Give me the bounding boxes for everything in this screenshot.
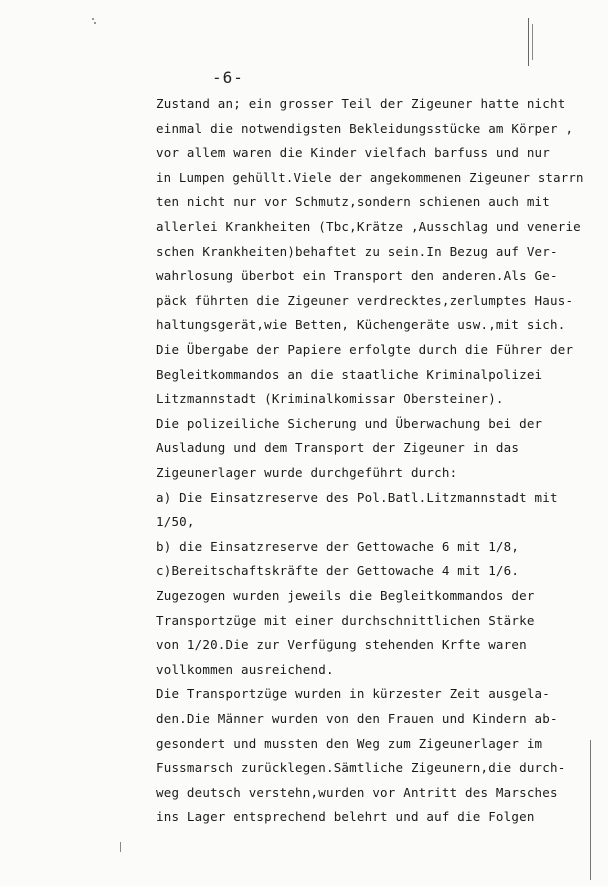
margin-mark	[532, 24, 533, 60]
text-line: weg deutsch verstehn,wurden vor Antritt des Marsches	[156, 784, 558, 800]
text-line: schen Krankheiten)behaftet zu sein.In Bezug auf Ver-	[156, 243, 558, 259]
text-line: 1/50,	[156, 514, 195, 530]
text-line: von 1/20.Die zur Verfügung stehenden Krfte waren	[156, 637, 527, 653]
text-line: Ausladung und dem Transport der Zigeuner in das	[156, 440, 520, 456]
text-line: ins Lager entsprechend belehrt und auf die Folgen	[156, 809, 535, 825]
text-line: allerlei Krankheiten (Tbc,Krätze ,Ausschlag und venerie	[156, 219, 581, 234]
text-line: b) die Einsatzreserve der Gettowache 6 mit 1/8,	[156, 538, 520, 554]
scan-speck	[94, 22, 96, 24]
text-line: c)Bereitschaftskräfte der Gettowache 4 mit 1/6.	[156, 563, 520, 579]
text-line: haltungsgerät,wie Betten, Küchengeräte usw.,mit sich.	[156, 317, 566, 333]
text-line: Litzmannstadt (Kriminalkomissar Obersteiner).	[156, 391, 504, 407]
text-line: einmal die notwendigsten Bekleidungsstücke am Körper ,	[156, 120, 574, 136]
text-line: Transportzüge mit einer durchschnittlichen Stärke	[156, 612, 535, 628]
text-line: Die polizeiliche Sicherung und Überwachung bei der	[156, 415, 543, 431]
text-line: Die Transportzüge wurden in kürzester Zeit ausgela-	[156, 686, 551, 702]
text-line: in Lumpen gehüllt.Viele der angekommenen Zigeuner starrn	[156, 169, 584, 185]
text-line: Zigeunerlager wurde durchgeführt durch:	[156, 465, 458, 480]
text-line: a) Die Einsatzreserve des Pol.Batl.Litzmannstadt mit	[156, 489, 558, 505]
page-number: -6-	[212, 68, 244, 87]
scan-speck	[92, 18, 94, 20]
text-line: Begleitkommandos an die staatliche Kriminalpolizei	[156, 366, 543, 382]
text-line: wahrlosung überbot ein Transport den anderen.Als Ge-	[156, 268, 558, 284]
text-line: päck führten die Zigeuner verdrecktes,zerlumptes Haus-	[156, 292, 574, 308]
text-line: vollkommen ausreichend.	[156, 661, 334, 677]
text-line: Zustand an; ein grosser Teil der Zigeuner hatte nicht	[156, 96, 566, 111]
text-line: Fussmarsch zurücklegen.Sämtliche Zigeunern,die durch-	[156, 760, 566, 776]
text-line: ten nicht nur vor Schmutz,sondern schienen auch mit	[156, 194, 551, 210]
text-line: gesondert und mussten den Weg zum Zigeunerlager im	[156, 735, 543, 751]
text-line: vor allem waren die Kinder vielfach barfuss und nur	[156, 145, 551, 161]
margin-mark	[120, 842, 121, 852]
margin-mark	[528, 18, 529, 66]
text-line: den.Die Männer wurden von den Frauen und Kindern ab-	[156, 711, 558, 726]
text-line: Zugezogen wurden jeweils die Begleitkommandos der	[156, 588, 535, 603]
margin-mark	[590, 740, 591, 880]
text-line: Die Übergabe der Papiere erfolgte durch die Führer der	[156, 342, 574, 357]
